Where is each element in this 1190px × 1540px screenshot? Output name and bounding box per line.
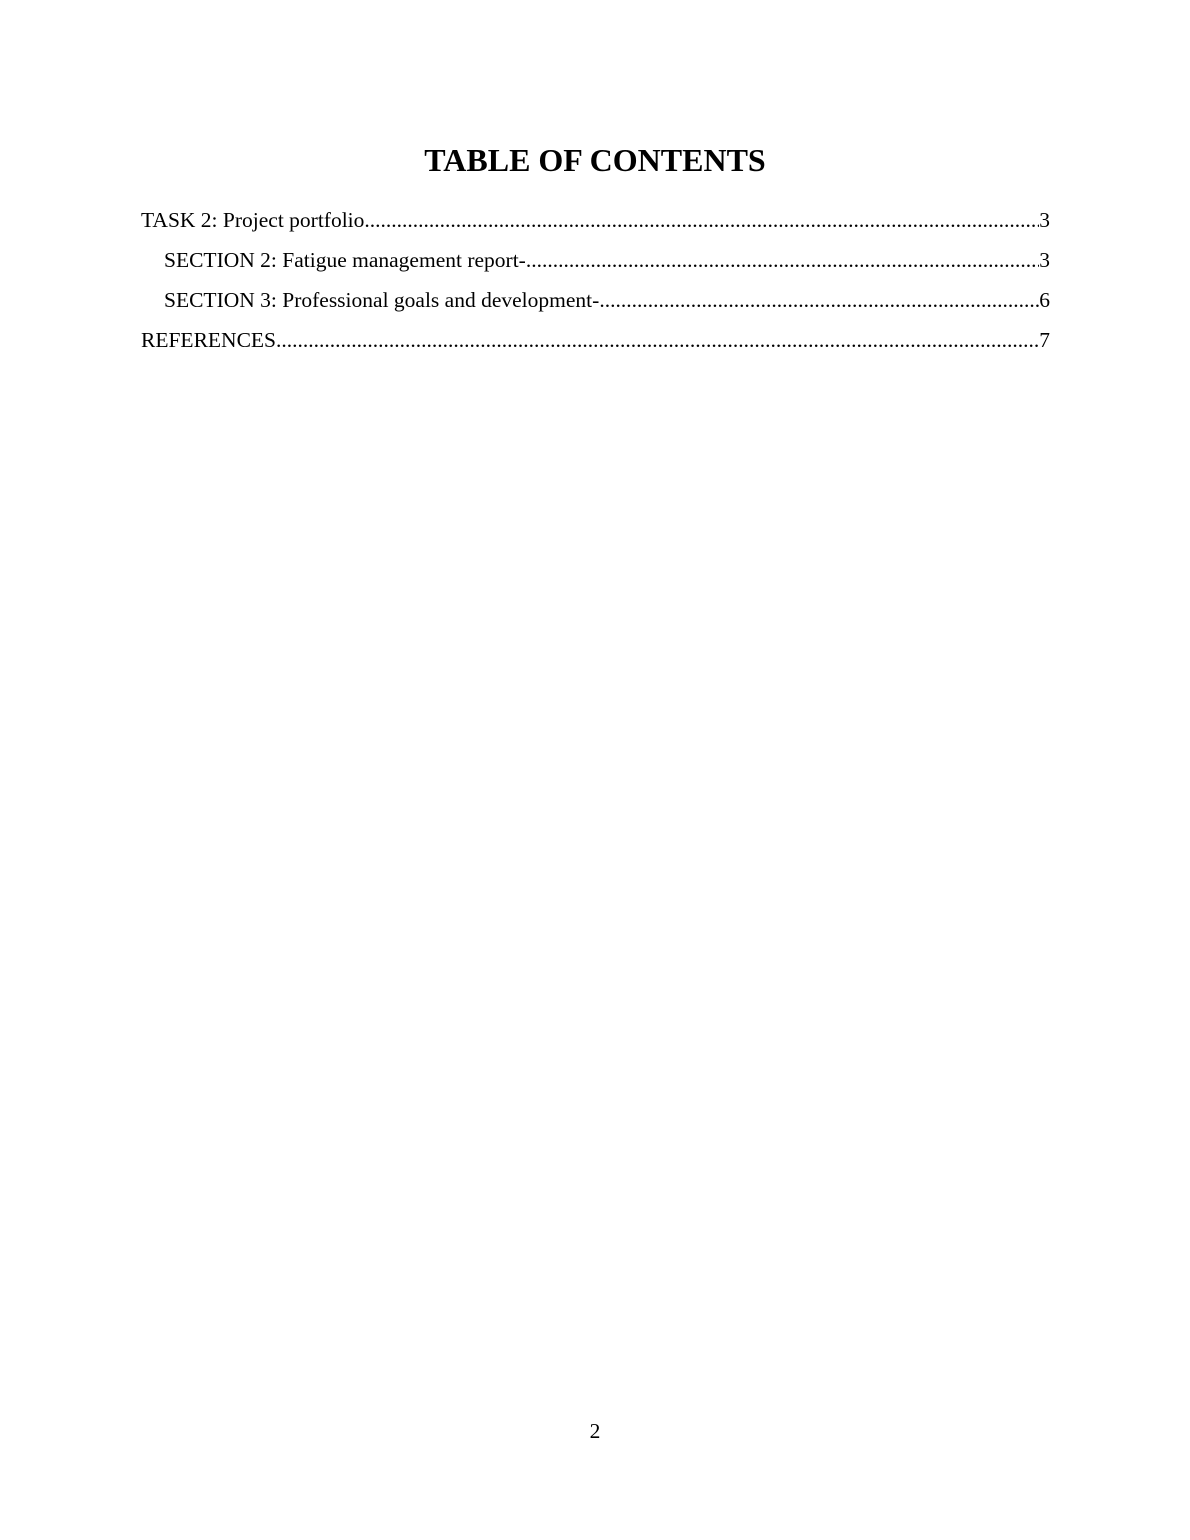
toc-entry-label: SECTION 3: Professional goals and development- — [164, 288, 600, 312]
toc-entry-page: 7 — [1039, 328, 1050, 352]
page-number: 2 — [589, 1419, 601, 1443]
toc-dot-leader — [364, 200, 1039, 240]
toc-entry-references[interactable] — [141, 320, 1050, 360]
toc-entry-page: 3 — [1039, 208, 1050, 232]
toc-entry-section-3[interactable] — [141, 280, 1050, 320]
toc-list — [141, 200, 1050, 360]
toc-entry-page: 6 — [1039, 288, 1050, 312]
toc-dot-leader — [276, 320, 1039, 360]
toc-entry-label: SECTION 2: Fatigue management report- — [164, 248, 526, 272]
toc-entry-task-2[interactable] — [141, 200, 1050, 240]
toc-entry-page: 3 — [1039, 248, 1050, 272]
toc-entry-section-2[interactable] — [141, 240, 1050, 280]
toc-dot-leader — [526, 240, 1039, 280]
toc-dot-leader — [599, 280, 1039, 320]
toc-title: TABLE OF CONTENTS — [424, 142, 766, 178]
toc-entry-label: REFERENCES — [141, 328, 276, 352]
toc-entry-label: TASK 2: Project portfolio — [141, 208, 365, 232]
